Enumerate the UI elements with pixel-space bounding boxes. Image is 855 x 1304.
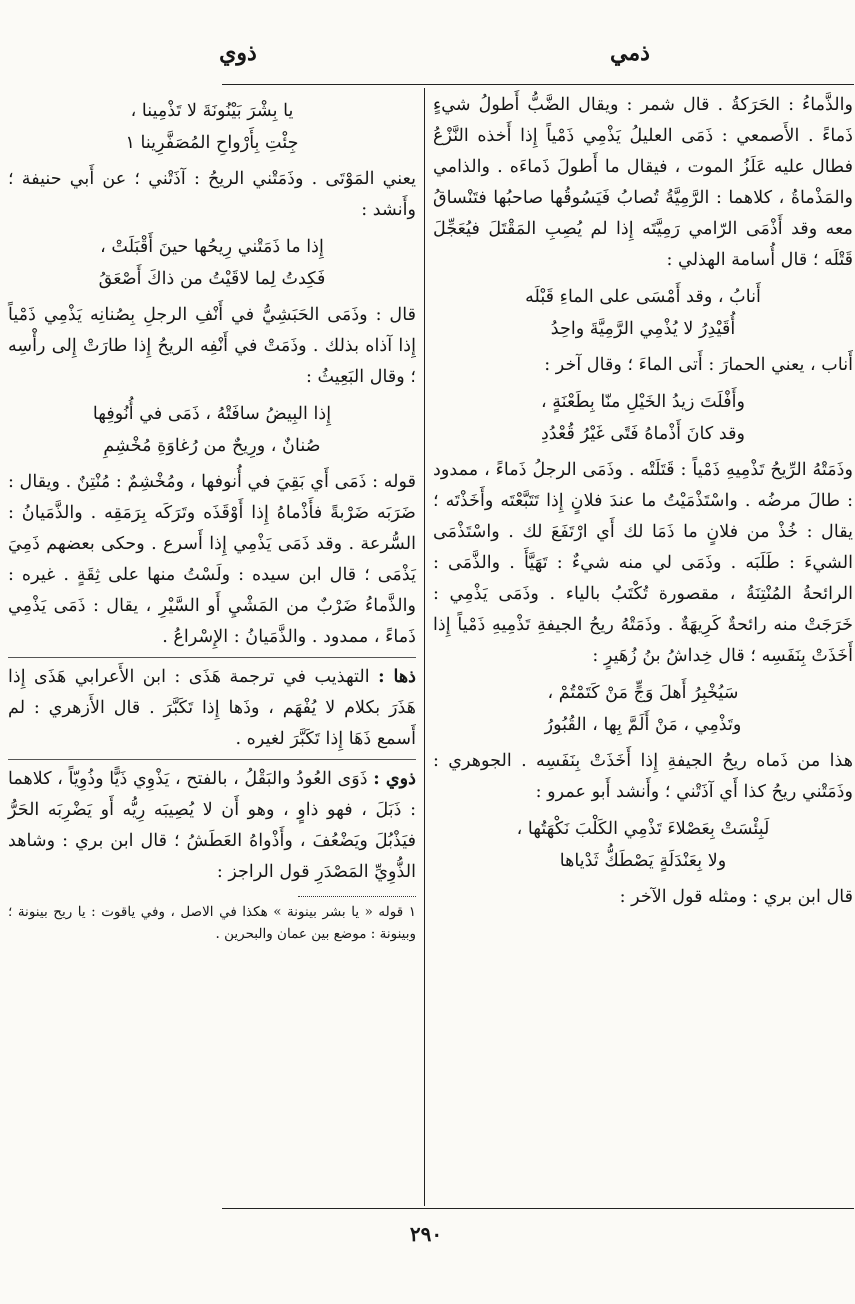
paragraph: قال : وذَمَى الحَبَشِيُّ في أَنْفِ الرجلِ بِصُنانِه يَذْمِي ذَمْياً إِذا آذاه بذلك . وذَمَتْ في أَنْفِه الريحُ إِذا طارَتْ إِلى رأْسِه ؛ وقال البَعِيثُ : xyxy=(8,305,416,387)
verse-line: يا بِشْرَ بَيْنُونَةَ لا تَذْمِينا ، xyxy=(130,101,294,121)
paragraph: وذَمَتْهُ الرِّيحُ تَذْمِيهِ ذَمْياً : قَتَلَتْه . وذَمَى الرجلُ ذَماءً ، ممدود : طالَ مرضُه . واسْتَذْمَيْتُ ما عندَ فلانٍ إِذا تَتَبَّعْتَه وأَخَذْتَه ؛ يقال : خُذْ من فلانٍ ما ذَمَا لك أَي ارْتَفَعَ لك . واسْتَذْمَى الشيءَ : طَلَبَه . وذَمَى لي منه شيءٌ : تَهَيَّأَ . والذَّمَى : الرائحةُ المُنْتِنَةُ ، مقصورة تُكْتَبُ بالياء . وذَمَى يَذْمِي : خَرَجَتْ منه رائحةٌ كَرِيهَةٌ . وذَمَتْهُ ريحُ الجيفةِ تَذْمِيهِ ذَمْياً إِذا أَخَذَتْ بِنَفَسِه ؛ قال خِداشُ بنُ زُهَيرٍ : xyxy=(433,460,853,666)
paragraph: قال ابن بري : ومثله قول الآخر : xyxy=(619,887,853,907)
verse-line: إِذا ما ذَمَتْني رِيحُها حينَ أَقْبَلَتْ ، xyxy=(100,237,324,257)
verse-line: فَكِدتُ لِما لاقَيْتُ من ذاكَ أَصْعَقُ xyxy=(98,269,326,289)
paragraph: قوله : ذَمَى أَي بَقِيَ في أُنوفها ، ومُخْشِمٌ : مُنْتِنٌ . ويقال : ضَرَبَه ضَرْبةً فأَذْماهُ إِذا أَوْقَذَه وتَرَكَه بِرَمَقِه . والذَّمَيانُ : السُّرعة . وقد ذَمَى يَذْمِي إِذا أَسرع . وحكى بعضهم ذَمِيَ يَذْمَى ؛ قال ابن سيده : ولَسْتُ منها على ثِقَةٍ . غيره : والذَّماءُ ضَرْبٌ من المَشْيِ أَو السَّيْرِ ، يقال : ذَمَى يَذْمِي ذَماءً ، ممدود . والذَّمَيانُ : الإِسْراعُ . xyxy=(8,467,416,658)
verse-line: وقد كانَ أَذْماهُ فَتًى غَيْرُ قُعْدُدِ xyxy=(540,424,746,444)
header-rule xyxy=(222,84,854,85)
verse-line: وتَذْمِي ، مَنْ أَلَمَّ بِها ، القُبُورُ xyxy=(544,715,742,735)
right-column xyxy=(433,90,853,913)
footnote-rule xyxy=(298,896,416,897)
verse-zayd-al-khayl xyxy=(433,387,853,449)
footer-rule xyxy=(222,1208,854,1209)
verse-line: إِذا البِيضُ سافَتْهُ ، ذَمَى في أُنُوفِها xyxy=(92,404,332,424)
verse-usama-hudhali xyxy=(433,282,853,344)
verse-line: لَبِئْسَتْ بِعَصْلاءَ تَذْمِي الكَلْبَ نَكْهَتُها ، xyxy=(516,819,770,839)
verse-abu-hanifa xyxy=(8,232,416,294)
headword: ذوي : xyxy=(373,768,417,789)
entry-dhawi xyxy=(8,763,416,888)
left-column xyxy=(8,90,416,945)
page-number: ٢٩٠ xyxy=(409,1222,443,1246)
entry-dhamay-continued: والذَّماءُ : الحَرَكةُ . قال شمر : ويقال الضَّبُّ أَطولُ شيءٍ ذَماءً . الأَصمعي : ذَمَى العليلُ يَذْمِي ذَمْياً إِذا أَخذه النَّزْعُ فطال عليه عَلَزُ الموت ، فيقال ما أَطولَ ذَماءَه . والذامي والمَذْماةُ ، كلاهما : الرَّمِيَّةُ تُصابُ فَيَسُوقُها صاحبُها فتَنْساقُ معه وقد أَذْمَى الرّامي رَمِيَّتَه إِذا لم يُصِبِ المَقْتَلَ فيُعَجِّلَ قَتْلَه ؛ قال أُسامة الهذلي : xyxy=(433,95,853,270)
verse-abu-amr xyxy=(433,814,853,876)
verse-line: سَيُخْبِرُ أَهلَ وَجٍّ مَنْ كَتَمْتُمْ ، xyxy=(547,683,739,703)
verse-bishr-baynuna xyxy=(8,96,416,158)
verse-line: صُنانٌ ، ورِيحٌ من رُغاوَةِ مُخْشِمِ xyxy=(103,436,321,456)
paragraph: يعني المَوْتَى . وذَمَتْني الريحُ : آذَتْني ؛ عن أَبي حنيفة ؛ وأَنشد : xyxy=(8,169,416,220)
verse-line: أُقَيْدِرُ لا يُذْمِي الرَّمِيَّةَ واحِدُ xyxy=(550,319,736,339)
entry-dhaha xyxy=(8,661,416,760)
verse-khidash xyxy=(433,678,853,740)
running-header-right: ذمي xyxy=(610,40,650,66)
entry-text: ذَوَى العُودُ والبَقْلُ ، بالفتح ، يَذْوِي ذَيًّا وذُوِيّاً ، كلاهما : ذَبَلَ ، فهو ذاوٍ ، وهو أَن لا يُصِيبَه رِيُّه أَو يَضْرِبَه الحَرُّ فيَذْبُلَ ويَضْعُفَ ، وأَذْواهُ العَطَشُ ؛ قال ابن بري : وشاهد الذُّوِيِّ المَصْدَرِ قول الراجز : xyxy=(8,769,416,882)
footnote: ١ قوله « يا بشر بينونة » هكذا في الاصل ، وفي ياقوت : يا ريح بينونة ؛ وبينونة : موضع بين عمان والبحرين . xyxy=(8,904,416,942)
paragraph: أَناب ، يعني الحمارَ : أَتى الماءَ ؛ وقال آخر : xyxy=(544,355,853,375)
verse-al-baith xyxy=(8,399,416,461)
verse-line: جِئْتِ بِأَرْواحِ المُصَفَّرِينا ١ xyxy=(125,133,299,153)
paragraph: هذا من ذَماه ريحُ الجيفةِ إِذا أَخَذَتْ بِنَفَسِه . الجوهري : وذَمَتْني ريحُ كذا أَي آذَتْني ؛ وأَنشد أَبو عمرو : xyxy=(433,751,853,802)
verse-line: وأَفْلَتَ زيدُ الخَيْلِ منّا بِطَعْنَةٍ ، xyxy=(540,392,746,412)
headword: ذها : xyxy=(378,666,417,687)
verse-line: أَنابُ ، وقد أَمْسَى على الماءِ قَبْلَه xyxy=(525,287,761,307)
entry-text: التهذيب في ترجمة هَذَى : ابن الأَعرابي هَذَى إِذا هَذَرَ بكلام لا يُفْهَم ، وذَها إِذا تَكَبَّرَ . قال الأَزهري : لم أَسمع ذَهَا إِذا تَكَبَّرَ لغيره . xyxy=(8,667,416,749)
verse-line: ولا بِعَنْدَلَةٍ يَصْطَكُّ ثَدْياها xyxy=(559,851,727,871)
column-divider xyxy=(424,88,425,1206)
running-header-left: ذوي xyxy=(219,40,257,66)
